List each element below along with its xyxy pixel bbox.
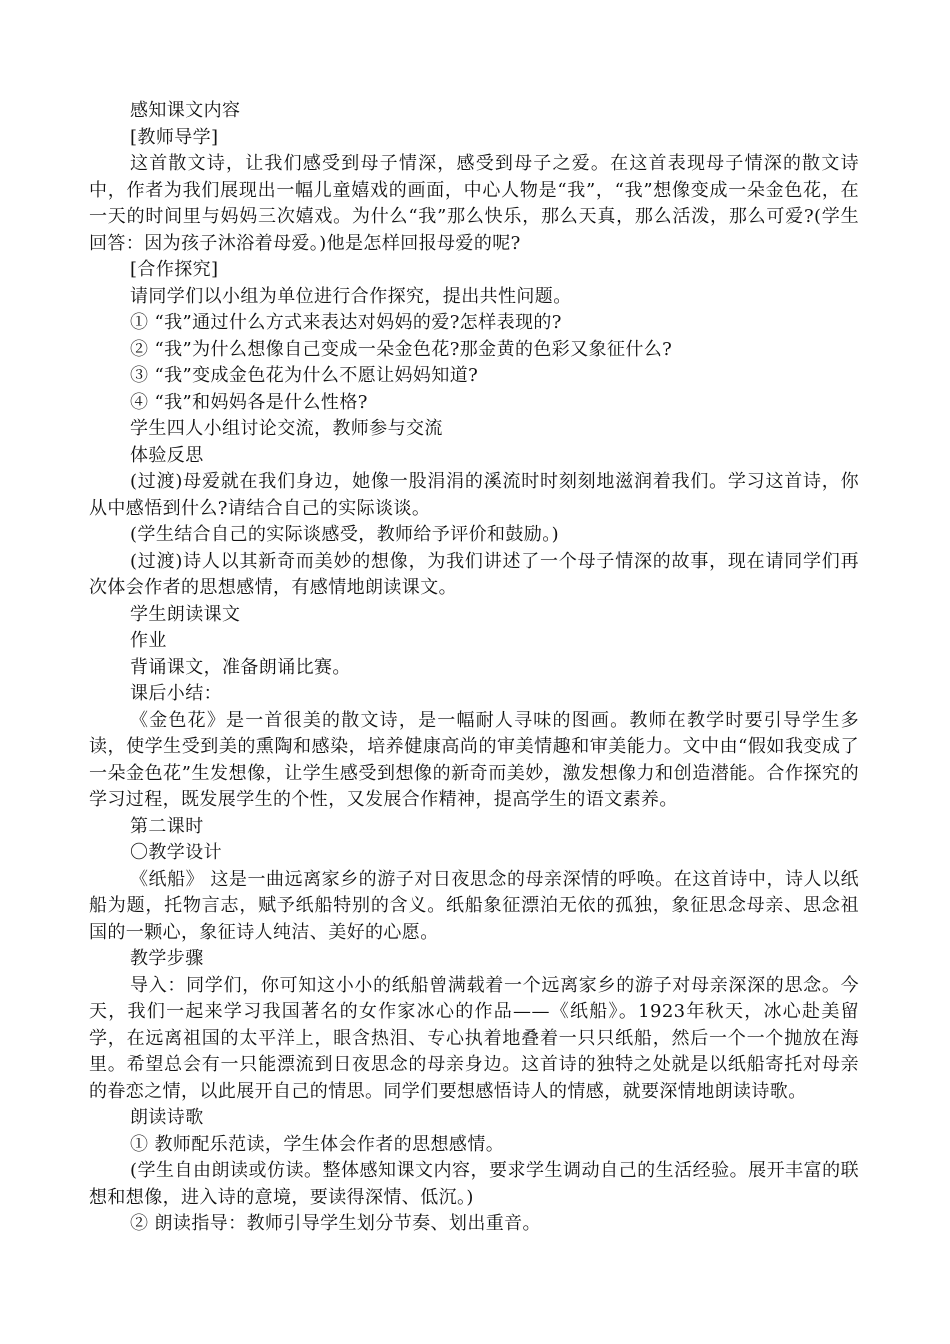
document-body xyxy=(89,98,859,1238)
section-heading: 感知课文内容 xyxy=(130,100,241,121)
section-heading: 第二课时 xyxy=(130,815,204,837)
subsection-heading: [教师导学] xyxy=(130,126,219,148)
section-heading: 作业 xyxy=(130,630,167,651)
body-paragraph: 请同学们以小组为单位进行合作探究，提出共性问题。 xyxy=(130,285,572,307)
section-heading: 学生朗读课文 xyxy=(130,603,241,625)
body-paragraph: 《金色花》是一首很美的散文诗，是一幅耐人寻味的图画。教师在教学时要引导学生多读，使学生受到美的熏陶和感染，培养健康高尚的审美情趣和审美能力。文中由“假如我变成了一朵金色花”生发想像，让学生感受到想像的新奇而美妙，激发想像力和创造潜能。合作探究的学习过程，既发展学生的个性，又发展合作精神，提高学生的语文素养。 xyxy=(89,709,859,810)
body-paragraph: (学生结合自己的实际谈感受，教师给予评价和鼓励。) xyxy=(130,524,560,545)
section-heading: 体验反思 xyxy=(130,444,204,466)
question-item: ③ “我”变成金色花为什么不愿让妈妈知道? xyxy=(130,365,479,386)
body-paragraph: (过渡)诗人以其新奇而美妙的想像，为我们讲述了一个母子情深的故事，现在请同学们再次体会作者的思想感情，有感情地朗读课文。 xyxy=(89,550,859,598)
section-heading: 课后小结： xyxy=(130,683,222,704)
question-item: ② “我”为什么想像自己变成一朵金色花?那金黄的色彩又象征什么? xyxy=(130,338,673,360)
section-heading: 〇教学设计 xyxy=(130,842,222,863)
body-paragraph: 学生四人小组讨论交流，教师参与交流 xyxy=(130,418,443,439)
question-item: ④ “我”和妈妈各是什么性格? xyxy=(130,391,368,413)
body-paragraph: 这首散文诗，让我们感受到母子情深，感受到母子之爱。在这首表现母子情深的散文诗中，作者为我们展现出一幅儿童嬉戏的画面，中心人物是“我”，“我”想像变成一朵金色花，在一天的时间里与妈妈三次嬉戏。为什么“我”那么快乐，那么天真，那么活泼，那么可爱?(学生回答：因为孩子沐浴着母爱。)他是怎样回报母爱的呢? xyxy=(89,153,859,254)
body-paragraph: (过渡)母爱就在我们身边，她像一股涓涓的溪流时时刻刻地滋润着我们。学习这首诗，你从中感悟到什么?请结合自己的实际谈谈。 xyxy=(89,471,859,519)
section-heading: 教学步骤 xyxy=(130,948,204,969)
section-heading: 朗读诗歌 xyxy=(130,1107,204,1128)
body-paragraph: 导入：同学们，你可知这小小的纸船曾满载着一个远离家乡的游子对母亲深深的思念。今天，我们一起来学习我国著名的女作家冰心的作品——《纸船》。1923年秋天，冰心赴美留学，在远离祖国的太平洋上，眼含热泪、专心执着地叠着一只只纸船，然后一个一个抛放在海里。希望总会有一只能漂流到日夜思念的母亲身边。这首诗的独特之处就是以纸船寄托对母亲的眷恋之情，以此展开自己的情思。同学们要想感悟诗人的情感，就要深情地朗读诗歌。 xyxy=(89,974,859,1102)
body-paragraph: (学生自由朗读或仿读。整体感知课文内容，要求学生调动自己的生活经验。展开丰富的联想和想像，进入诗的意境，要读得深情、低沉。) xyxy=(89,1160,859,1208)
list-item: ② 朗读指导：教师引导学生划分节奏、划出重音。 xyxy=(130,1213,541,1234)
subsection-heading: [合作探究] xyxy=(130,259,219,280)
list-item: ① 教师配乐范读，学生体会作者的思想感情。 xyxy=(130,1133,505,1155)
body-paragraph: 背诵课文，准备朗诵比赛。 xyxy=(130,656,351,678)
body-paragraph: 《纸船》 这是一曲远离家乡的游子对日夜思念的母亲深情的呼唤。在这首诗中，诗人以纸船为题，托物言志，赋予纸船特别的含义。纸船象征漂泊无依的孤独，象征思念母亲、思念祖国的一颗心，象征诗人纯洁、美好的心愿。 xyxy=(89,868,859,943)
question-item: ① “我”通过什么方式来表达对妈妈的爱?怎样表现的? xyxy=(130,312,562,333)
